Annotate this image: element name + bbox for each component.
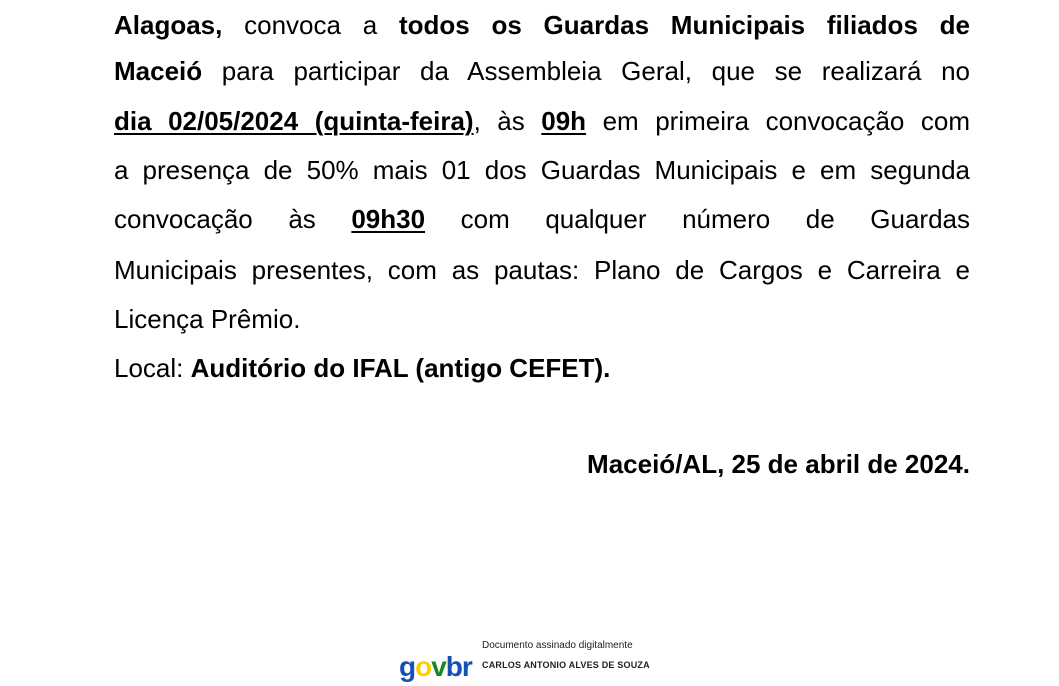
text-segment: 09h30: [351, 204, 426, 234]
signer-name: CARLOS ANTONIO ALVES DE SOUZA: [482, 660, 650, 670]
text-segment: Licença Prêmio.: [114, 304, 301, 334]
text-segment: convoca a: [222, 10, 399, 40]
body-line: [114, 96, 970, 147]
text-segment: Municipais presentes, com as pautas: Plano de Cargos e Carreira e: [114, 255, 970, 285]
body-line: [114, 194, 970, 245]
govbr-logo-icon: [398, 646, 478, 686]
text-segment: dia 02/05/2024 (quinta-feira): [114, 106, 474, 136]
text-segment: a presença de 50% mais 01 dos Guardas Municipais e em segunda: [114, 155, 970, 185]
text-segment: com qualquer número de Guardas: [425, 204, 970, 234]
text-segment: todos os Guardas Municipais filiados de: [398, 10, 970, 40]
text-segment: convocação às: [114, 204, 352, 234]
text-segment: Maceió: [114, 56, 203, 86]
body-line: [114, 245, 970, 296]
body-line: [114, 0, 970, 51]
text-segment: 09h: [541, 106, 587, 136]
svg-text:govbr: govbr: [399, 651, 472, 682]
place-date-line: Maceió/AL, 25 de abril de 2024.: [587, 449, 970, 479]
digital-signature-stamp: [398, 636, 678, 682]
text-segment: Local:: [114, 353, 191, 383]
body-line: [114, 46, 970, 97]
body-line: [114, 294, 970, 345]
text-segment: em primeira convocação com: [586, 106, 970, 136]
text-segment: para participar da Assembleia Geral, que se realizará no: [202, 56, 970, 86]
body-line: [114, 145, 970, 196]
location-line: [114, 343, 970, 394]
text-segment: Alagoas,: [114, 10, 223, 40]
signature-caption: Documento assinado digitalmente: [482, 640, 633, 651]
text-segment: , às: [473, 106, 542, 136]
text-segment: Auditório do IFAL (antigo CEFET).: [190, 353, 611, 383]
